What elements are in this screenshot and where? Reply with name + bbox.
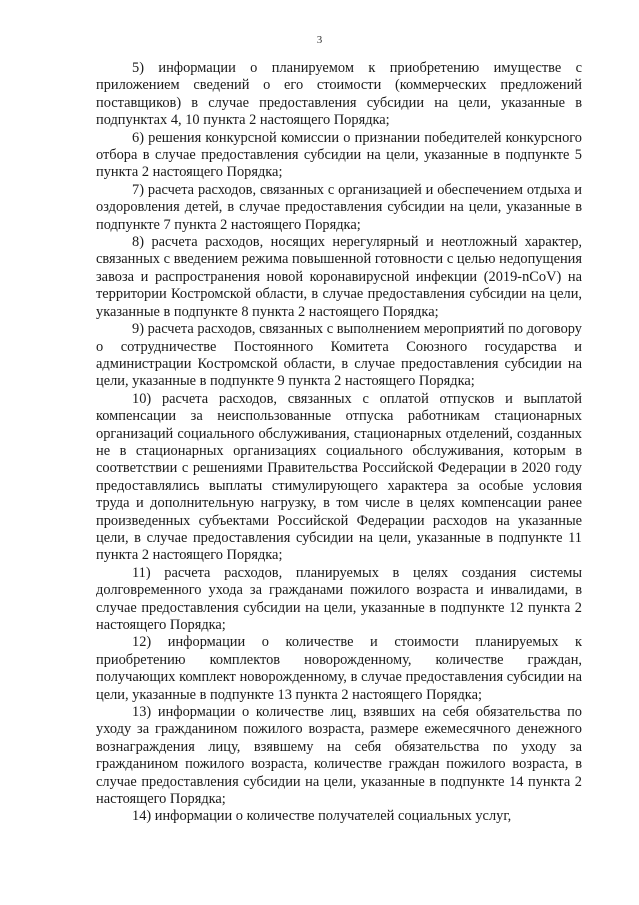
paragraph-item-13: 13) информации о количестве лиц, взявших на себя обязательства по уходу за гражданином пожилого возраста, размере ежемесячного денежного вознаграждения лицу, взявшему на себя обязательства по уходу за гражданином пожилого возраста, количестве граждан пожилого возраста, в случае предоставления субсидии на цели, указанные в подпункте 14 пункта 2 настоящего Порядка; [96, 704, 582, 808]
paragraph-item-12: 12) информации о количестве и стоимости планируемых к приобретению комплектов новорожденному, количестве граждан, получающих комплект новорожденному, в случае предоставления субсидии на цели, указанные в подпункте 13 пункта 2 настоящего Порядка; [96, 634, 582, 703]
paragraph-item-10: 10) расчета расходов, связанных с оплатой отпусков и выплатой компенсации за неиспользованные отпуска работникам стационарных организаций социального обслуживания, стационарных отделений, созданных не в стационарных организациях социального обслуживания, которым в соответствии с решениями Правительства Российской Федерации в 2020 году предоставлялись выплаты стимулирующего характера за особые условия труда и дополнительную нагрузку, в том числе в целях компенсации ранее произведенных субъектами Российской Федерации расходов на указанные цели, в случае предоставления субсидии на цели, указанные в подпункте 11 пункта 2 настоящего Порядка; [96, 390, 582, 564]
paragraph-item-8: 8) расчета расходов, носящих нерегулярный и неотложный характер, связанных с введением режима повышенной готовности с целью недопущения завоза и распространения новой коронавирусной инфекции (2019-nCoV) на территории Костромской области, в случае предоставления субсидии на цели, указанные в подпункте 8 пункта 2 настоящего Порядка; [96, 234, 582, 320]
paragraph-item-5: 5) информации о планируемом к приобретению имуществе с приложением сведений о его стоимости (коммерческих предложений поставщиков) в случае предоставления субсидии на цели, указанные в подпунктах 4, 10 пункта 2 настоящего Порядка; [96, 60, 582, 129]
paragraph-item-14: 14) информации о количестве получателей социальных услуг, [132, 808, 512, 825]
paragraph-item-9: 9) расчета расходов, связанных с выполнением мероприятий по договору о сотрудничестве Постоянного Комитета Союзного государства и администрации Костромской области, в случае предоставления субсидии на цели, указанные в подпункте 9 пункта 2 настоящего Порядка; [96, 321, 582, 390]
paragraph-item-7: 7) расчета расходов, связанных с организацией и обеспечением отдыха и оздоровления детей, в случае предоставления субсидии на цели, указанные в подпункте 7 пункта 2 настоящего Порядка; [96, 181, 582, 233]
document-body [96, 60, 582, 826]
paragraph-item-11: 11) расчета расходов, планируемых в целях создания системы долговременного ухода за гражданами пожилого возраста и инвалидами, в случае предоставления субсидии на цели, указанные в подпункте 12 пункта 2 настоящего Порядка; [96, 564, 582, 633]
paragraph-item-6: 6) решения конкурсной комиссии о признании победителей конкурсного отбора в случае предоставления субсидии на цели, указанные в подпункте 5 пункта 2 настоящего Порядка; [96, 129, 582, 181]
page-number: 3 [316, 34, 323, 46]
